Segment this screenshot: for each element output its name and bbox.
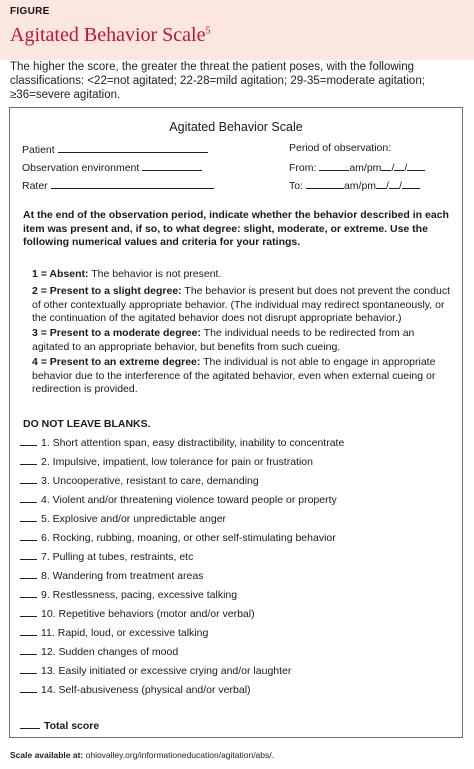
to-ampm: am/pm xyxy=(343,180,377,192)
definition-2 xyxy=(32,285,452,326)
observation-environment-line[interactable] xyxy=(142,160,202,171)
scale-item xyxy=(20,531,336,544)
item-text: 12. Sudden changes of mood xyxy=(41,646,179,658)
from-label: From: xyxy=(289,162,317,174)
item-score-blank[interactable] xyxy=(20,645,37,655)
figure-title-reference: 5 xyxy=(205,25,211,37)
item-score-blank[interactable] xyxy=(20,436,37,446)
definition-2-text: The behavior is present but does not prevent the conduct of other contextually appropriate behavior. (The individual may redirect spontaneously, or the continuation of the agitated behavior does not disrupt appropriate behavior.) xyxy=(32,285,450,324)
to-day-line[interactable] xyxy=(389,178,399,189)
scale-item xyxy=(20,550,193,563)
scale-item xyxy=(20,436,344,449)
scale-item xyxy=(20,474,259,487)
definition-1-text: The behavior is not present. xyxy=(88,268,222,280)
item-text: 11. Rapid, loud, or excessive talking xyxy=(41,627,209,639)
item-text: 10. Repetitive behaviors (motor and/or verbal) xyxy=(41,608,255,620)
item-score-blank[interactable] xyxy=(20,512,37,522)
rater-field[interactable] xyxy=(22,178,214,192)
scale-item xyxy=(20,664,291,677)
item-text: 3. Uncooperative, resistant to care, demanding xyxy=(41,475,259,487)
definition-1 xyxy=(32,268,452,282)
item-text: 13. Easily initiated or excessive crying and/or laughter xyxy=(41,665,292,677)
definition-4-text: The individual is not able to engage in appropriate behavior due to the interference of the agitated behavior, even when external cueing or redirection is provided. xyxy=(32,356,436,395)
item-score-blank[interactable] xyxy=(20,474,37,484)
item-score-blank[interactable] xyxy=(20,588,37,598)
from-sep-1: / xyxy=(391,162,395,174)
item-score-blank[interactable] xyxy=(20,493,37,503)
do-not-leave-blanks: DO NOT LEAVE BLANKS. xyxy=(23,418,151,430)
footer-url[interactable]: ohiovalley.org/informationeducation/agitation/abs/. xyxy=(83,750,274,760)
item-score-blank[interactable] xyxy=(20,664,37,674)
total-score-row xyxy=(20,719,99,732)
rating-instructions: At the end of the observation period, indicate whether the behavior described in each item was present and, if so, to what degree: slight, moderate, or extreme. Use the following numerical values and criteria for your ratings. xyxy=(23,209,449,248)
definition-2-key: 2 = Present to a slight degree: xyxy=(32,285,182,297)
definition-1-key: 1 = Absent: xyxy=(32,268,89,280)
item-text: 7. Pulling at tubes, restraints, etc xyxy=(41,551,194,563)
from-year-line[interactable] xyxy=(407,160,425,171)
item-score-blank[interactable] xyxy=(20,455,37,465)
definition-4 xyxy=(32,356,452,397)
to-sep-1: / xyxy=(386,180,389,192)
scale-item xyxy=(20,455,313,468)
total-score-blank[interactable] xyxy=(20,719,40,729)
patient-line[interactable] xyxy=(58,142,208,153)
item-score-blank[interactable] xyxy=(20,569,37,579)
scale-item xyxy=(20,569,203,582)
to-month-line[interactable] xyxy=(376,178,386,189)
from-day-line[interactable] xyxy=(394,160,404,171)
from-ampm: am/pm xyxy=(349,162,382,174)
patient-field[interactable] xyxy=(22,142,208,156)
rater-label: Rater xyxy=(22,180,48,192)
item-text: 2. Impulsive, impatient, low tolerance for pain or frustration xyxy=(41,456,313,468)
item-score-blank[interactable] xyxy=(20,683,37,693)
figure-title xyxy=(10,24,211,47)
to-label: To: xyxy=(289,180,304,192)
footer-note xyxy=(10,750,274,760)
from-month-line[interactable] xyxy=(381,160,391,171)
to-time-line[interactable] xyxy=(306,178,344,189)
scale-item xyxy=(20,493,337,506)
scale-item xyxy=(20,607,255,620)
period-of-observation-label: Period of observation: xyxy=(289,142,392,154)
to-sep-2: / xyxy=(398,180,402,192)
item-text: 9. Restlessness, pacing, excessive talking xyxy=(41,589,238,601)
definition-3-text: The individual needs to be redirected from an agitated to an appropriate behavior, but benefits from such cueing. xyxy=(32,327,415,353)
to-field[interactable] xyxy=(289,178,420,192)
item-score-blank[interactable] xyxy=(20,607,37,617)
scale-item xyxy=(20,626,208,639)
from-field[interactable] xyxy=(289,160,425,174)
from-sep-2: / xyxy=(404,162,408,174)
definition-3 xyxy=(32,327,452,354)
definition-3-key: 3 = Present to a moderate degree: xyxy=(32,327,201,339)
footer-label: Scale available at: xyxy=(10,750,84,760)
item-text: 14. Self-abusiveness (physical and/or verbal) xyxy=(41,684,251,696)
item-score-blank[interactable] xyxy=(20,531,37,541)
total-score-label: Total score xyxy=(44,720,100,732)
item-text: 4. Violent and/or threatening violence toward people or property xyxy=(41,494,337,506)
observation-environment-label: Observation environment xyxy=(22,162,140,174)
to-year-line[interactable] xyxy=(402,178,420,189)
figure-intro: The higher the score, the greater the threat the patient poses, with the following classifications: <22=not agitated; 22-28=mild agitation; 29-35=moderate agitation; ≥36=severe agitation. xyxy=(10,61,425,101)
item-score-blank[interactable] xyxy=(20,626,37,636)
scale-item xyxy=(20,683,251,696)
item-text: 8. Wandering from treatment areas xyxy=(41,570,204,582)
scale-item xyxy=(20,588,237,601)
form-title: Agitated Behavior Scale xyxy=(169,120,303,134)
from-time-line[interactable] xyxy=(319,160,349,171)
observation-environment-field[interactable] xyxy=(22,160,202,174)
definition-4-key: 4 = Present to an extreme degree: xyxy=(32,356,201,368)
item-text: 5. Explosive and/or unpredictable anger xyxy=(41,513,227,525)
figure-title-text: Agitated Behavior Scale xyxy=(10,24,206,46)
item-text: 6. Rocking, rubbing, moaning, or other self-stimulating behavior xyxy=(41,532,336,544)
patient-label: Patient xyxy=(22,144,55,156)
scale-item xyxy=(20,512,226,525)
rater-line[interactable] xyxy=(51,178,214,189)
item-text: 1. Short attention span, easy distractibility, inability to concentrate xyxy=(41,437,345,449)
figure-label: FIGURE xyxy=(10,6,50,17)
item-score-blank[interactable] xyxy=(20,550,37,560)
scale-form-box xyxy=(9,107,463,738)
scale-item xyxy=(20,645,178,658)
